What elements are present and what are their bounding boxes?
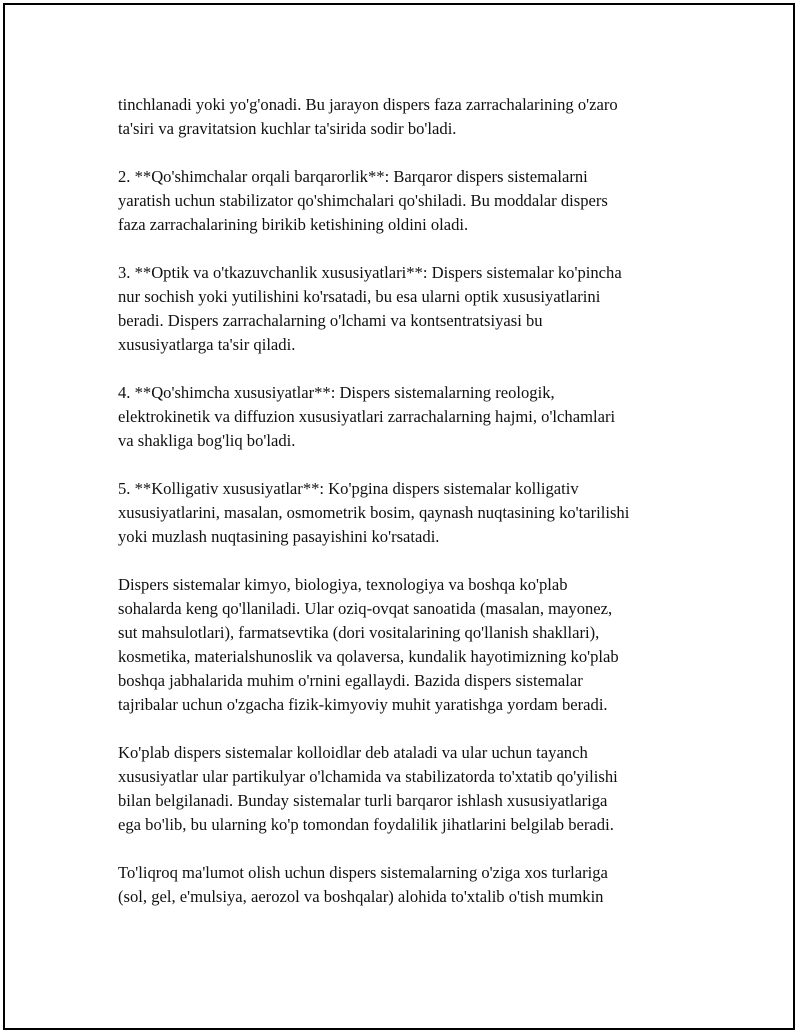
paragraph-applications: Dispers sistemalar kimyo, biologiya, texnologiya va boshqa ko'plab sohalarda keng qo'llaniladi. Ular oziq-ovqat sanoatida (masalan, mayonez, sut mahsulotlari), farmatsevtika (dori vositalarining qo'llanish shakllari), kosmetika, materialshunoslik va qolaversa, kundalik hayotimizning ko'plab boshqa jabhalarida muhim o'rnini egallaydi. Bazida dispers sistemalar tajribalar uchun o'zgacha fizik-kimyoviy muhit yaratishga yordam beradi. <box>118 575 619 714</box>
paragraph-colloids: Ko'plab dispers sistemalar kolloidlar deb ataladi va ular uchun tayanch xususiyatlar ular partikulyar o'lchamida va stabilizatorda to'xtatib qo'yilishi bilan belgilanadi. Bunday sistemalar turli barqaror ishlash xususiyatlariga ega bo'lib, bu ularning ko'p tomondan foydalilik jihatlarini belgilab beradi. <box>118 743 618 834</box>
paragraph-intro-continuation: tinchlanadi yoki yo'g'onadi. Bu jarayon dispers faza zarrachalarining o'zaro ta'siri va gravitatsion kuchlar ta'sirida sodir bo'ladi. <box>118 95 618 138</box>
paragraph-further-info: To'liqroq ma'lumot olish uchun dispers sistemalarning o'ziga xos turlariga (sol, gel, e'mulsiya, aerozol va boshqalar) alohida to'xtalib o'tish mumkin <box>118 863 608 906</box>
paragraph-item-2-stabilization: 2. **Qo'shimchalar orqali barqarorlik**: Barqaror dispers sistemalarni yaratish uchun stabilizator qo'shimchalari qo'shiladi. Bu moddalar dispers faza zarrachalarining birikib ketishining oldini oladi. <box>118 167 608 234</box>
paragraph-item-5-colligative: 5. **Kolligativ xususiyatlar**: Ko'pgina dispers sistemalar kolligativ xususiyatlarini, masalan, osmometrik bosim, qaynash nuqtasining ko'tarilishi yoki muzlash nuqtasining pasayishini ko'rsatadi. <box>118 479 630 546</box>
paragraph-item-4-additional: 4. **Qo'shimcha xususiyatlar**: Dispers sistemalarning reologik, elektrokinetik va diffuzion xususiyatlari zarrachalarning hajmi, o'lchamlari va shakliga bog'liq bo'ladi. <box>118 383 616 450</box>
document-body <box>118 93 708 909</box>
paragraph-item-3-optical: 3. **Optik va o'tkazuvchanlik xususiyatlari**: Dispers sistemalar ko'pincha nur sochish yoki yutilishini ko'rsatadi, bu esa ularni optik xususiyatlarini beradi. Dispers zarrachalarning o'lchami va kontsentratsiyasi bu xususiyatlarga ta'sir qiladi. <box>118 263 622 354</box>
